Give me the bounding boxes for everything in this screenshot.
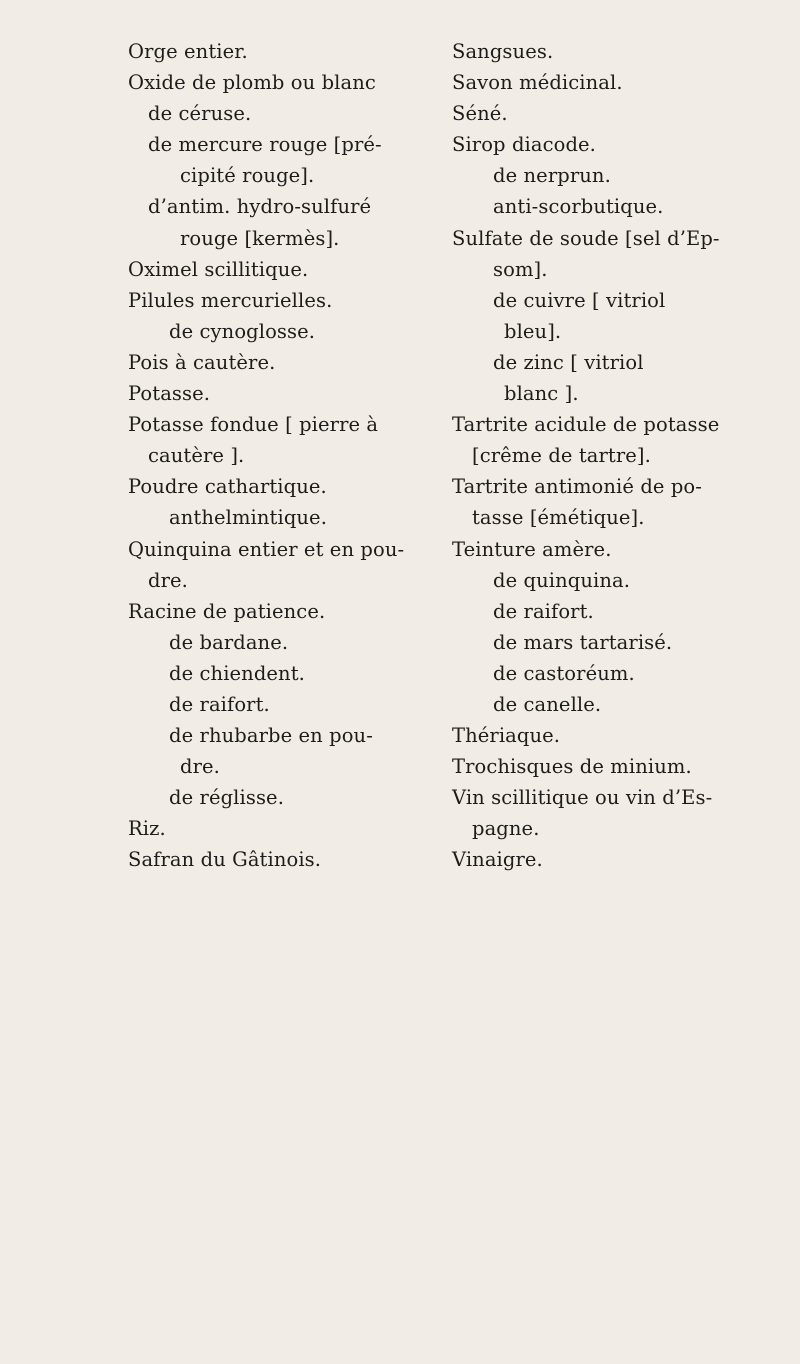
text-line: de céruse. — [148, 102, 252, 126]
text-line: Potasse fondue [ pierre à — [128, 413, 379, 437]
text-line: de nerprun. — [493, 164, 611, 188]
text-line: anthelmintique. — [169, 506, 327, 530]
text-line: blanc ]. — [504, 382, 579, 406]
text-line: Pilules mercurielles. — [128, 288, 333, 312]
text-line: de bardane. — [169, 630, 289, 654]
text-line: de zinc [ vitriol — [493, 350, 644, 374]
text-line: de quinquina. — [493, 568, 631, 592]
text-line: cipité rouge]. — [180, 164, 315, 188]
text-line: tasse [émétique]. — [472, 506, 645, 530]
text-line: Quinquina entier et en pou- — [128, 537, 405, 561]
text-line: Orge entier. — [128, 40, 248, 63]
text-line: Oxide de plomb ou blanc — [128, 71, 376, 95]
text-line: Racine de patience. — [128, 599, 326, 623]
text-line: Oximel scillitique. — [128, 257, 309, 281]
left-column — [128, 36, 438, 876]
text-line: bleu]. — [504, 319, 562, 343]
text-line: Tartrite acidule de potasse — [452, 413, 720, 437]
text-line: Sulfate de soude [sel d’Ep- — [452, 226, 720, 250]
text-line: Safran du Gâtinois. — [128, 848, 322, 872]
text-line: Poudre cathartique. — [128, 475, 327, 499]
text-line: [crême de tartre]. — [472, 444, 651, 468]
text-line: Trochisques de minium. — [452, 755, 692, 779]
text-line: Savon médicinal. — [452, 71, 623, 95]
text-line: Vinaigre. — [452, 848, 543, 872]
text-line: som]. — [493, 257, 548, 281]
text-line: dre. — [180, 755, 220, 779]
text-line: pagne. — [472, 817, 540, 841]
right-column — [452, 36, 797, 876]
text-line: de cuivre [ vitriol — [493, 288, 666, 312]
text-line: Potasse. — [128, 382, 211, 406]
text-line: cautère ]. — [148, 444, 245, 468]
text-line: de rhubarbe en pou- — [169, 724, 373, 748]
text-line: de raifort. — [493, 599, 594, 623]
text-line: Sangsues. — [452, 40, 554, 63]
text-line: de mars tartarisé. — [493, 630, 673, 654]
text-line: Riz. — [128, 817, 166, 841]
text-line: Séné. — [452, 102, 508, 126]
text-line: de chiendent. — [169, 661, 305, 685]
text-line: rouge [kermès]. — [180, 226, 340, 250]
text-line: dre. — [148, 568, 188, 592]
text-line: de castoréum. — [493, 661, 635, 685]
text-line: de réglisse. — [169, 786, 284, 810]
text-line: de raifort. — [169, 692, 270, 716]
text-line: de canelle. — [493, 692, 602, 716]
text-line: de cynoglosse. — [169, 319, 316, 343]
text-line: Sirop diacode. — [452, 133, 596, 157]
text-line: Thériaque. — [452, 724, 561, 748]
text-line: Pois à cautère. — [128, 350, 276, 374]
text-line: Tartrite antimonié de po- — [452, 475, 702, 499]
text-line: Vin scillitique ou vin d’Es- — [452, 786, 713, 810]
text-line: Teinture amère. — [452, 537, 612, 561]
text-line: d’antim. hydro-sulfuré — [148, 195, 372, 219]
text-line: anti-scorbutique. — [493, 195, 664, 219]
text-line: de mercure rouge [pré- — [148, 133, 382, 157]
